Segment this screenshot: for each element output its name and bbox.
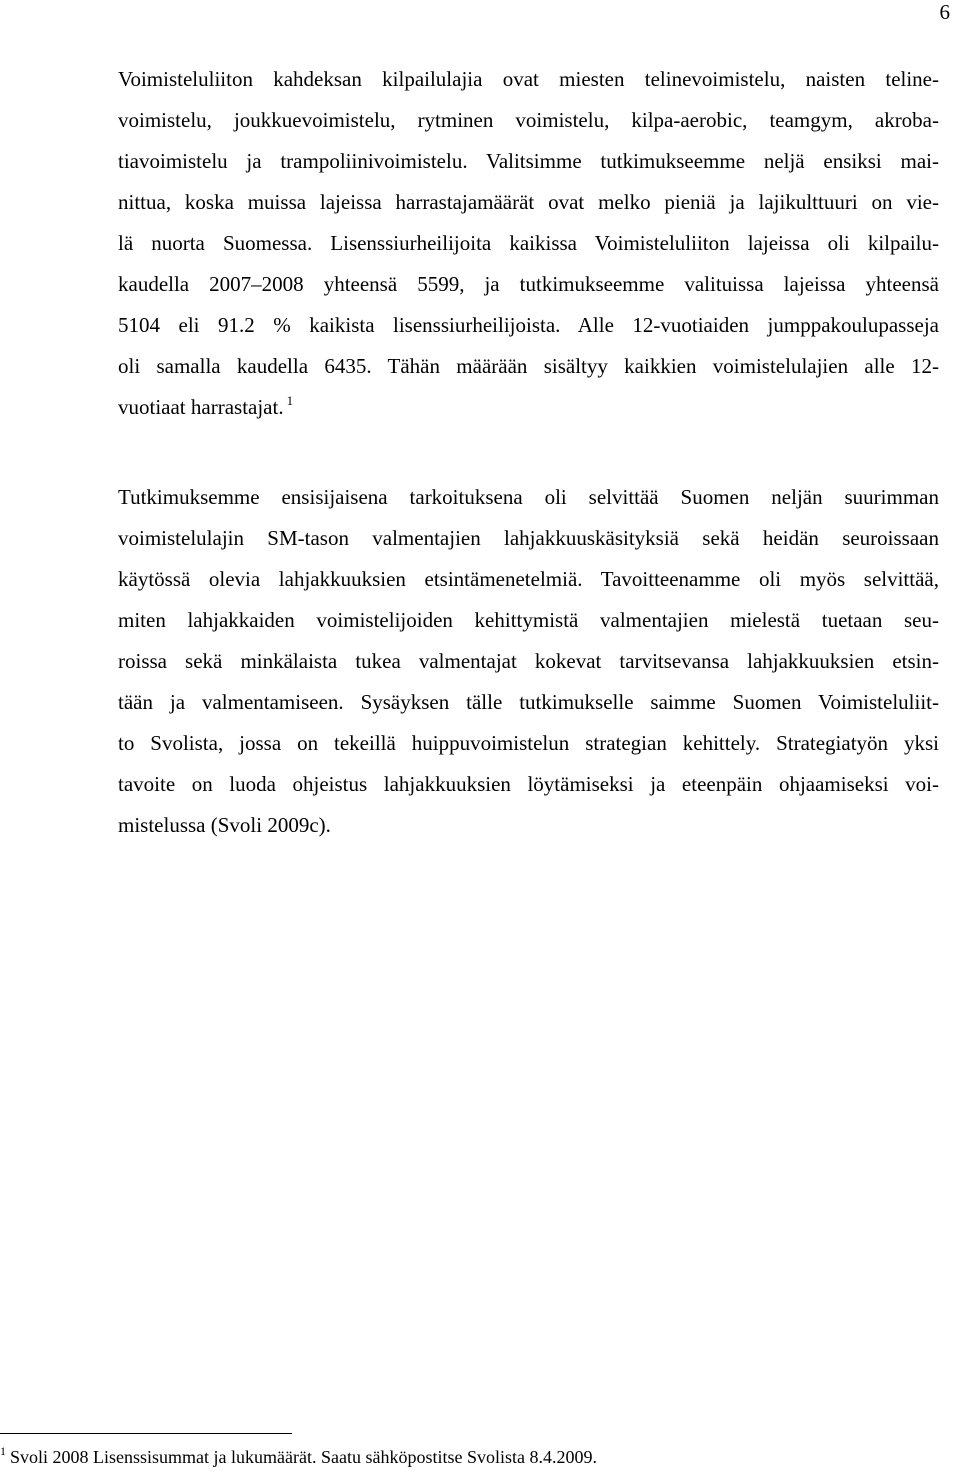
paragraph-line: Voimisteluliiton kahdeksan kilpailulajia ovat miesten telinevoimistelu, naisten teline- xyxy=(118,67,939,91)
paragraph-line: voimistelu, joukkuevoimistelu, rytminen voimistelu, kilpa-aerobic, teamgym, akroba- xyxy=(118,108,939,132)
paragraph-line: tiavoimistelu ja trampoliinivoimistelu. Valitsimme tutkimukseemme neljä ensiksi mai- xyxy=(118,149,939,173)
footnote-reference[interactable]: 1 xyxy=(286,393,294,408)
paragraph-line: Tutkimuksemme ensisijaisena tarkoituksena oli selvittää Suomen neljän suurimman xyxy=(118,485,939,509)
paragraph-line: 5104 eli 91.2 % kaikista lisenssiurheilijoista. Alle 12-vuotiaiden jumppakoulupasseja xyxy=(118,313,939,337)
footnote-separator xyxy=(0,1433,292,1434)
paragraph-line: tavoite on luoda ohjeistus lahjakkuuksien löytämiseksi ja eteenpäin ohjaamiseksi voi- xyxy=(118,772,939,796)
paragraph-last-line xyxy=(118,395,293,422)
paragraph-line: to Svolista, jossa on tekeillä huippuvoimistelun strategian kehittely. Strategiatyön yksi xyxy=(118,731,939,755)
paragraph-line: tään ja valmentamiseen. Sysäyksen tälle tutkimukselle saimme Suomen Voimisteluliit- xyxy=(118,690,939,714)
paragraph-line: kaudella 2007–2008 yhteensä 5599, ja tutkimukseemme valituissa lajeissa yhteensä xyxy=(118,272,939,296)
paragraph-line: voimistelulajin SM-tason valmentajien lahjakkuuskäsityksiä sekä heidän seuroissaan xyxy=(118,526,939,550)
page-number: 6 xyxy=(939,0,950,24)
paragraph-line: lä nuorta Suomessa. Lisenssiurheilijoita kaikissa Voimisteluliiton lajeissa oli kilpailu- xyxy=(118,231,939,255)
paragraph-line: oli samalla kaudella 6435. Tähän määrään sisältyy kaikkien voimistelulajien alle 12- xyxy=(118,354,939,378)
footnote-marker: 1 xyxy=(0,1444,6,1458)
paragraph-line: roissa sekä minkälaista tukea valmentajat kokevat tarvitsevansa lahjakkuuksien etsin- xyxy=(118,649,939,673)
paragraph-line: mistelussa (Svoli 2009c). xyxy=(118,813,331,837)
footnote-text: Svoli 2008 Lisenssisummat ja lukumäärät. Saatu sähköpostitse Svolista 8.4.2009. xyxy=(10,1447,597,1467)
paragraph-line: nittua, koska muissa lajeissa harrastajamäärät ovat melko pieniä ja lajikulttuuri on vie- xyxy=(118,190,939,214)
paragraph-line: miten lahjakkaiden voimistelijoiden kehittymistä valmentajien mielestä tuetaan seu- xyxy=(118,608,939,632)
paragraph-line-text: vuotiaat harrastajat. xyxy=(118,395,284,419)
paragraph-line: käytössä olevia lahjakkuuksien etsintämenetelmiä. Tavoitteenamme oli myös selvittää, xyxy=(118,567,939,591)
footnote xyxy=(0,1446,597,1470)
